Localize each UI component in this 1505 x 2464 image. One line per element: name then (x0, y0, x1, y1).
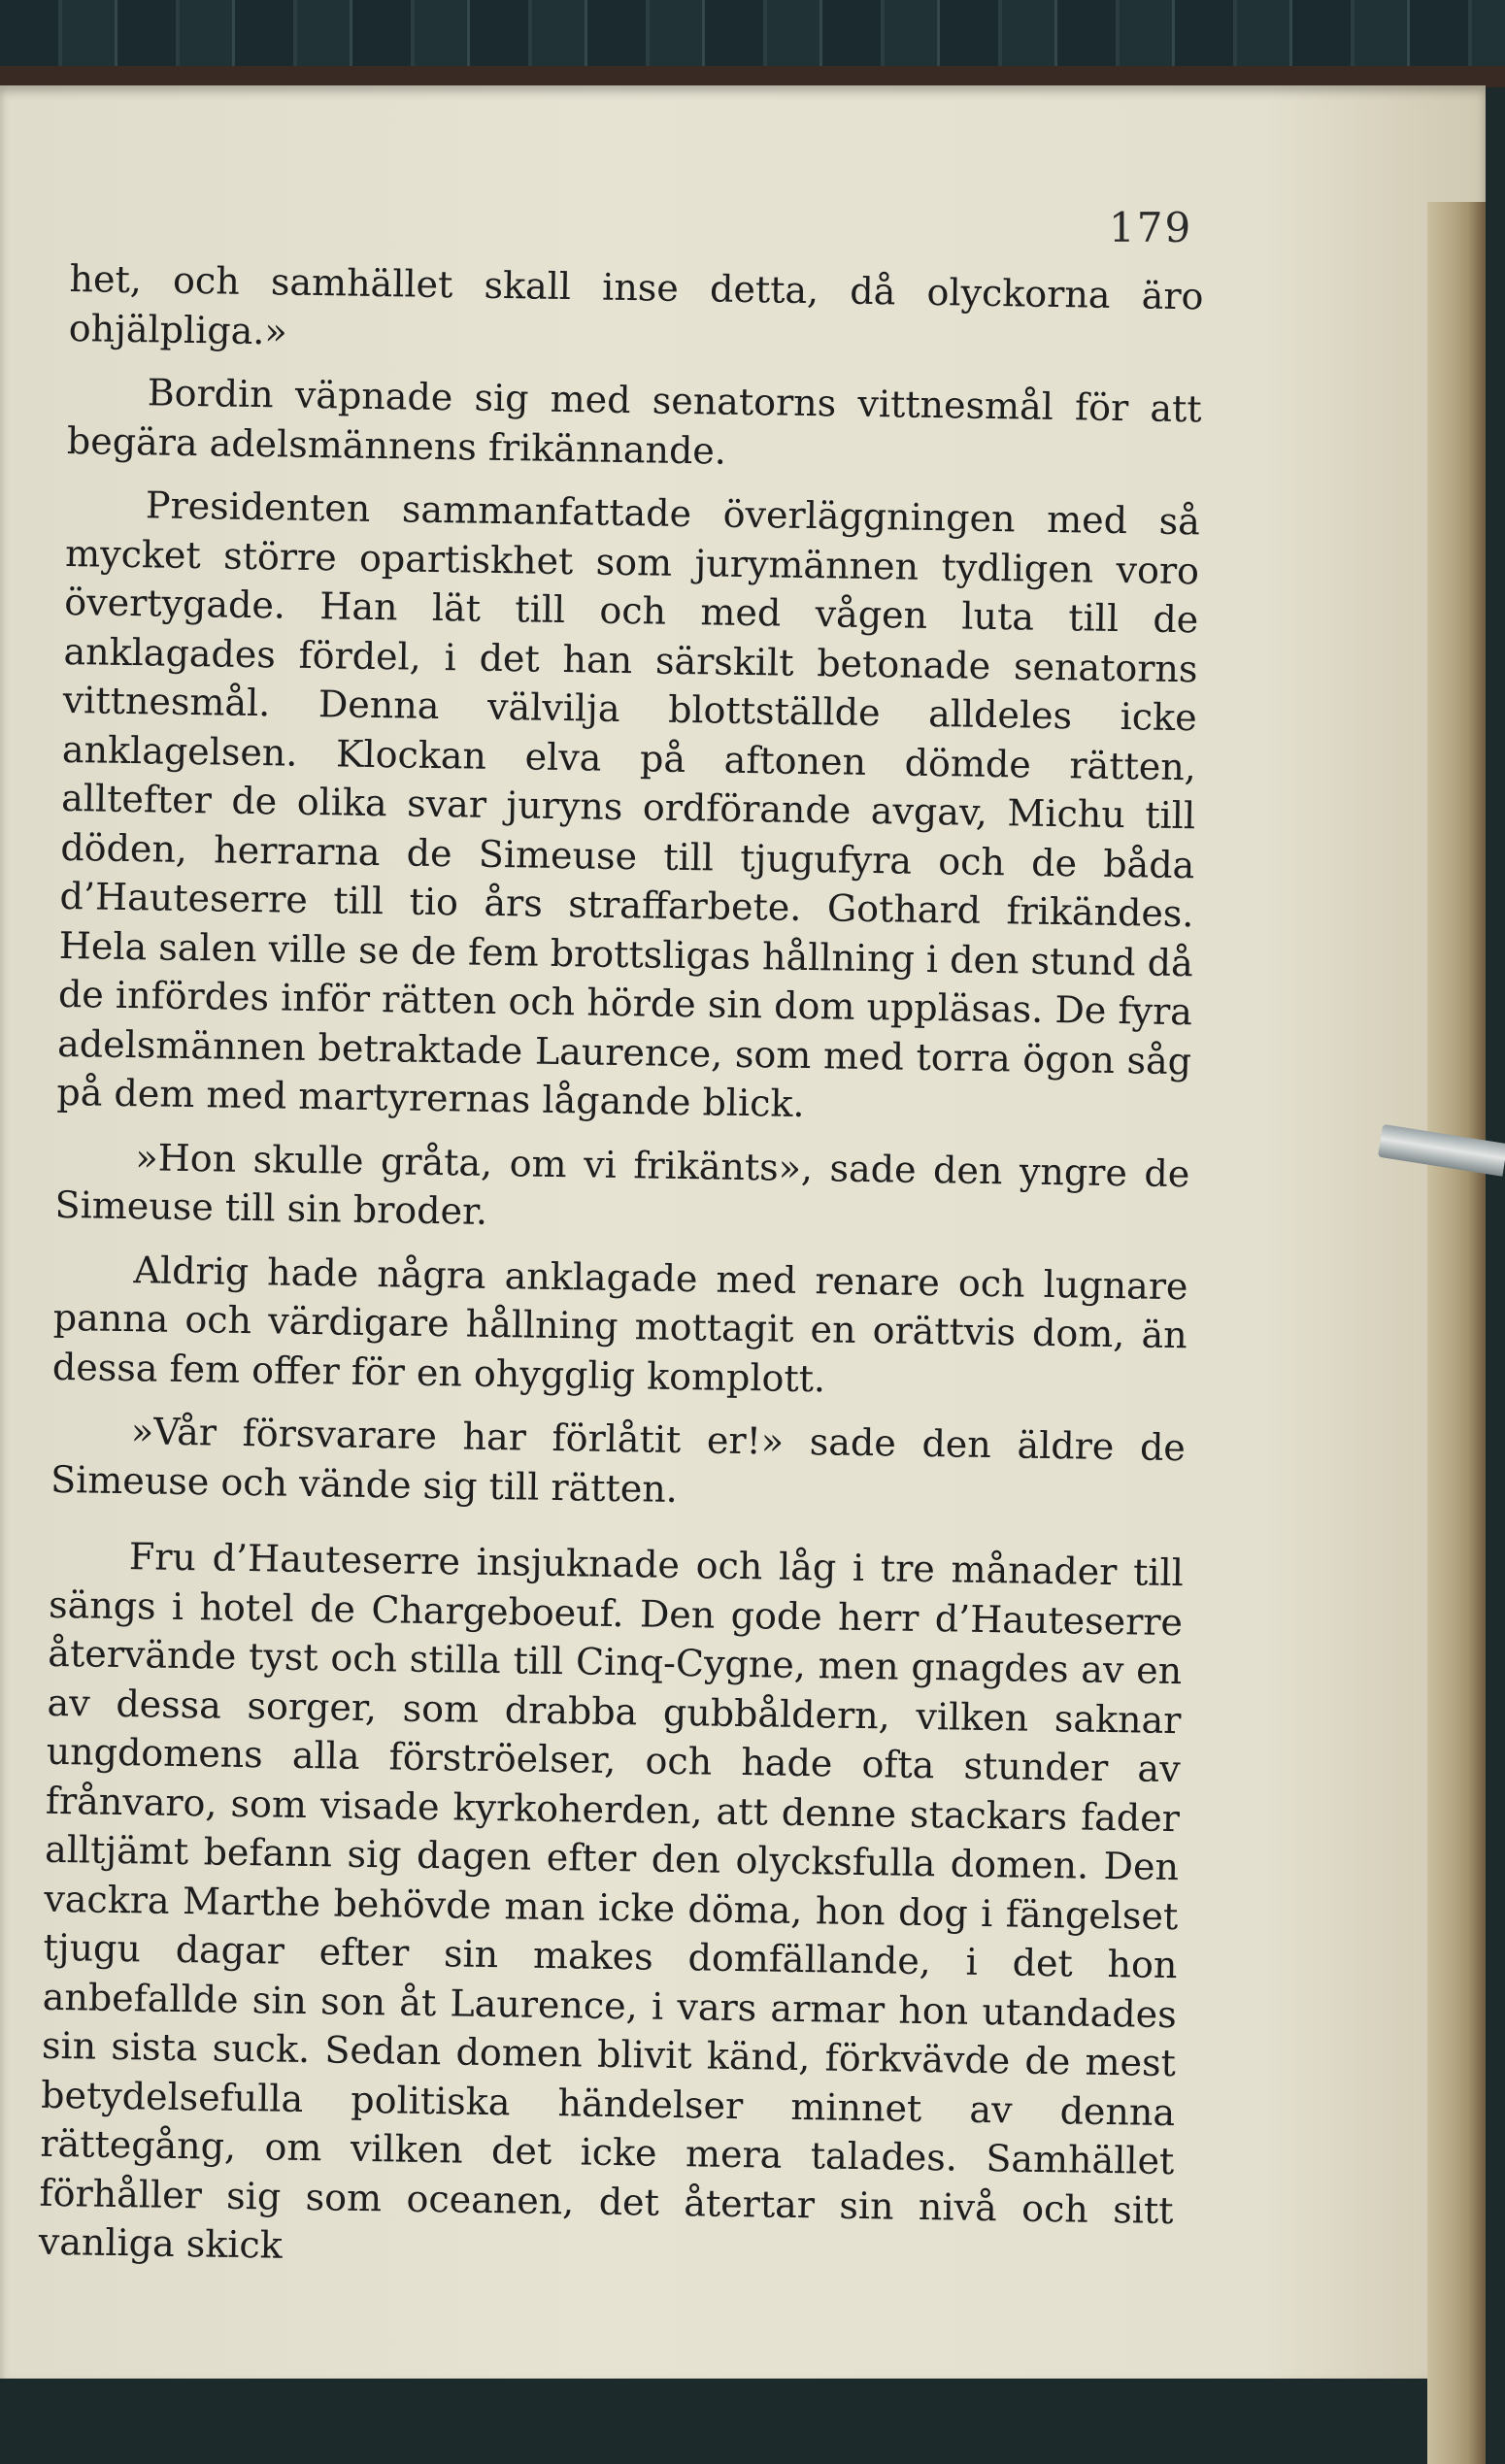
paragraph: Aldrig hade några anklagade med renare och lugnare panna och värdigare hållning mottagit en orättvis dom, än dessa fem offer för en ohygglig komplott. (51, 1248, 1188, 1400)
page-body-text (38, 254, 1204, 2299)
paragraph: Fru d’Hauteserre insjuknade och låg i tre månader till sängs i hotel de Chargeboeuf. Den gode herr d’Hauteserre återvände tyst och stilla till Cinq-Cygne, men gnagdes av en av dessa sorger, som drabba gubbåldern, vilken saknar ungdomens alla förströelser, och hade ofta stunder av frånvaro, som visade kyrkoherden, att denne stackars fader alltjämt befann sig dagen efter den olycksfulla domen. Den vackra Marthe behövde man icke döma, hon dog i fängelset tjugu dagar efter sin makes domfällande, i det hon anbefallde sin son åt Laurence, i vars armar hon utandades sin sista suck. Sedan domen blivit känd, förkvävde de mest betydelsefulla politiska händelser minnet av denna rättegång, om vilken det icke mera talades. Samhället förhåller sig som oceanen, det återtar sin nivå och sitt vanliga skick (38, 1535, 1185, 2267)
paragraph: »Hon skulle gråta, om vi frikänts», sade den yngre de Simeuse till sin broder. (54, 1135, 1190, 1233)
paragraph: Bordin väpnade sig med senatorns vittnesmål för att begära adelsmännens frikännande. (66, 371, 1202, 473)
paragraph: Presidenten sammanfattade överläggningen med så mycket större opartiskhet som jurymännen tydligen voro övertygade. Han lät till och med vågen luta till de anklagades fördel, i det han särskilt betonade senatorns vittnesmål. Denna välvilja blottställde alldeles icke anklagelsen. Klockan elva på aftonen dömde rätten, alltefter de olika svar juryns ordförande avgav, Michu till döden, herrarna de Simeuse till tjugufyra och de båda d’Hauteserre till tio års straffarbete. Gothard frikändes. Hela salen ville se de fem brottsligas hållning i den stund då de infördes inför rätten och hörde sin dom uppläsas. De fyra adelsmännen betraktade Laurence, som med torra ögon såg på dem med martyrernas lågande blick. (56, 483, 1201, 1125)
paragraph: »Vår försvarare har förlåtit er!» sade den äldre de Simeuse och vände sig till rätten. (50, 1410, 1187, 1511)
page-number: 179 (1109, 204, 1193, 251)
paragraph: het, och samhället skall inse detta, då olyckorna äro ohjälpliga.» (68, 256, 1204, 353)
book-spine-background (0, 0, 1505, 87)
page-edge (1427, 202, 1486, 2464)
